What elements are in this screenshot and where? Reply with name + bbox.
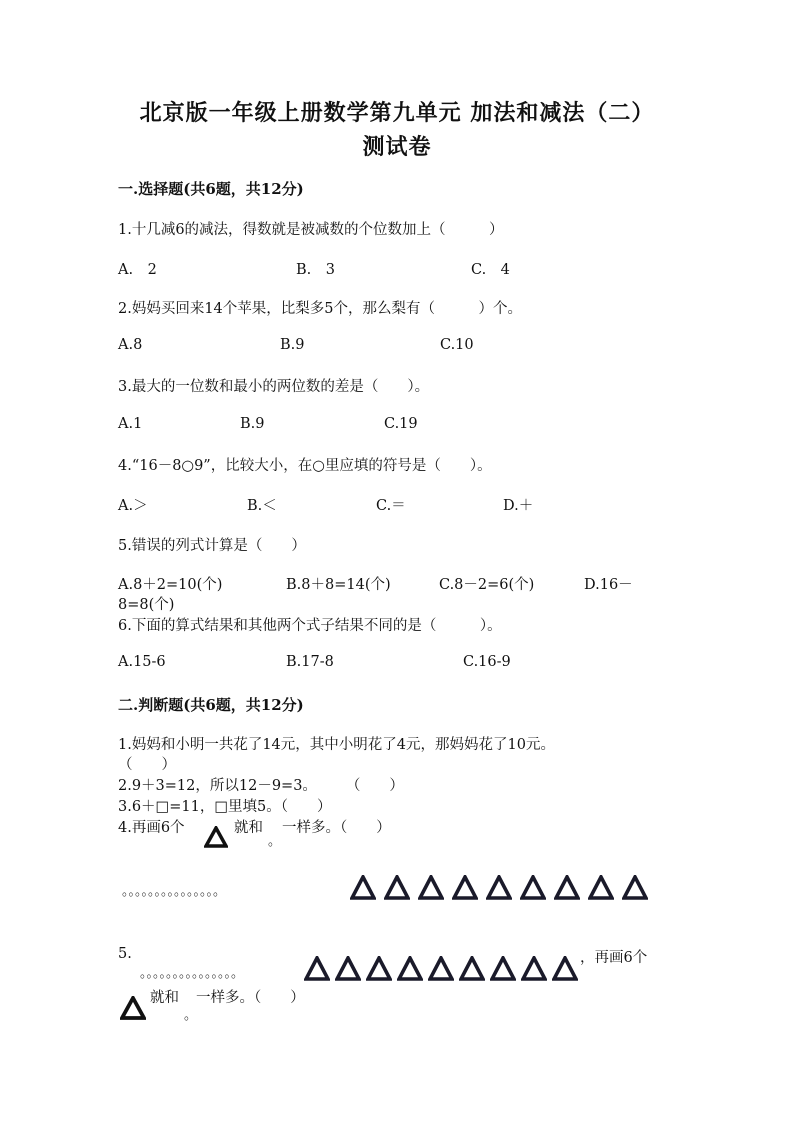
triangle-icon xyxy=(554,875,580,901)
triangle-icon xyxy=(384,875,410,901)
judge-4-text2: 就和 xyxy=(234,820,263,836)
judge-4-text: 4.再画6个 xyxy=(118,820,185,836)
option-6c: C.16-9 xyxy=(463,654,511,670)
page-subtitle: 测试卷 xyxy=(362,134,432,160)
triangle-icon xyxy=(452,875,478,901)
triangle-icon xyxy=(304,956,330,982)
judge-1: 1.妈妈和小明一共花了14元，其中小明花了4元，那妈妈花了10元。 xyxy=(118,737,555,753)
section-heading-judge: 二.判断题(共6题，共12分) xyxy=(118,696,304,714)
triangle-icon xyxy=(459,956,485,982)
triangle-icon xyxy=(520,875,546,901)
option-3b: B.9 xyxy=(240,416,265,432)
dot-icon-2: 。 xyxy=(184,1008,198,1023)
judge-1-bracket: （ ） xyxy=(118,757,176,773)
triangle-icon xyxy=(521,956,547,982)
option-4b: B.＜ xyxy=(247,498,277,514)
option-6b: B.17-8 xyxy=(286,654,334,670)
judge-4-text3: 一样多。（ ） xyxy=(282,820,391,836)
triangle-icon xyxy=(588,875,614,901)
triangle-icon xyxy=(428,956,454,982)
judge-3: 3.6＋□=11，□里填5。（ ） xyxy=(118,799,332,815)
option-4a: A.＞ xyxy=(118,498,148,514)
judge-5-number: 5. xyxy=(118,946,132,962)
question-1: 1.十几减6的减法，得数就是被减数的个位数加上（ ） xyxy=(118,222,504,238)
triangle-icon xyxy=(350,875,376,901)
question-4: 4.“16－8○9”，比较大小，在○里应填的符号是（ ）。 xyxy=(118,458,492,474)
question-2: 2.妈妈买回来14个苹果，比梨多5个，那么梨有（ ）个。 xyxy=(118,301,523,317)
judge-5-text2: 就和 xyxy=(150,990,179,1006)
option-5d: D.16－ xyxy=(584,577,633,593)
judge-5-text: ，再画6个 xyxy=(580,950,648,966)
option-6a: A.15-6 xyxy=(118,654,166,670)
dot-row-2: 。。。。。。。。。。。。。。。 xyxy=(140,966,245,981)
option-5c: C.8－2=6(个) xyxy=(439,577,535,593)
triangle-row-2 xyxy=(304,956,584,982)
page-title: 北京版一年级上册数学第九单元 加法和减法（二） xyxy=(139,100,655,126)
triangle-icon xyxy=(204,826,228,848)
triangle-icon xyxy=(418,875,444,901)
option-3c: C.19 xyxy=(384,416,418,432)
question-5: 5.错误的列式计算是（ ） xyxy=(118,538,306,554)
option-3a: A.1 xyxy=(118,416,143,432)
triangle-icon xyxy=(397,956,423,982)
option-2c: C.10 xyxy=(440,337,474,353)
triangle-icon xyxy=(552,956,578,982)
triangle-icon xyxy=(486,875,512,901)
triangle-icon xyxy=(622,875,648,901)
option-2b: B.9 xyxy=(280,337,305,353)
option-4d: D.＋ xyxy=(503,498,534,514)
dot-row: 。。。。。。。。。。。。。。。 xyxy=(122,884,227,899)
option-1c: C. 4 xyxy=(471,262,510,278)
dot-icon: 。 xyxy=(268,834,282,849)
triangle-icon-2 xyxy=(120,996,146,1020)
option-4c: C.＝ xyxy=(376,498,406,514)
question-3: 3.最大的一位数和最小的两位数的差是（ ）。 xyxy=(118,379,430,395)
triangle-row xyxy=(350,875,660,901)
triangle-icon xyxy=(366,956,392,982)
option-1a: A. 2 xyxy=(118,262,157,278)
judge-2: 2.9＋3=12，所以12－9=3。 （ ） xyxy=(118,778,404,794)
triangle-icon xyxy=(490,956,516,982)
option-5b: B.8＋8=14(个) xyxy=(286,577,391,593)
option-5a: A.8＋2=10(个) xyxy=(118,577,223,593)
question-6: 6.下面的算式结果和其他两个式子结果不同的是（ ）。 xyxy=(118,618,502,634)
option-5d-wrap: 8=8(个) xyxy=(118,597,175,613)
option-1b: B. 3 xyxy=(296,262,335,278)
triangle-icon xyxy=(335,956,361,982)
option-2a: A.8 xyxy=(118,337,143,353)
section-heading-choice: 一.选择题(共6题，共12分) xyxy=(118,180,304,198)
judge-5-text3: 一样多。（ ） xyxy=(196,990,305,1006)
